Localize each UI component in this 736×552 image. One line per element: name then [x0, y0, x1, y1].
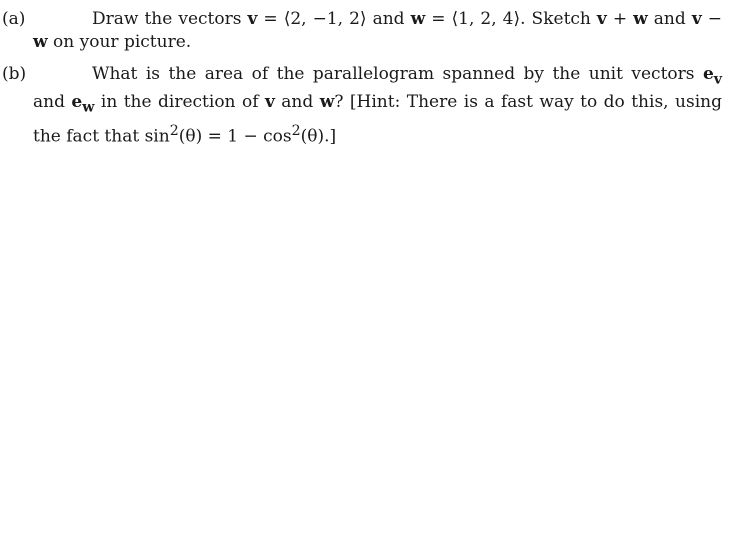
vector-w: w: [633, 9, 648, 29]
problem-b-text-7: (θ).]: [300, 126, 337, 147]
vector-v: v: [247, 9, 258, 29]
vector-v: v: [691, 9, 702, 29]
problem-a-text-4: and: [647, 9, 692, 29]
vector-v: v: [596, 9, 607, 29]
problem-b-text: [33, 63, 722, 148]
problem-a-text: [33, 8, 722, 54]
unit-vector-e: e: [702, 64, 714, 84]
problem-b-text-2: and: [33, 92, 72, 113]
problem-b-text-4: and: [274, 92, 320, 113]
part-label-b: (b): [2, 64, 27, 84]
subscript-w: w: [82, 99, 95, 116]
exponent: 2: [291, 122, 301, 139]
problem-b-text-3: in the direction of: [94, 92, 265, 113]
exponent: 2: [169, 122, 179, 139]
problem-b-text-5: ? [Hint: There is a fast way to do this, using the fact that sin: [33, 92, 722, 147]
part-label-a: (a): [2, 9, 26, 29]
problem-b: [0, 63, 722, 148]
problem-a-text-5: on your picture.: [47, 32, 192, 52]
subscript-v: v: [713, 71, 722, 88]
vector-v: v: [264, 92, 275, 113]
problem-a-text-2: = ⟨2, −1, 2⟩ and: [257, 9, 411, 29]
unit-vector-e: e: [71, 92, 83, 113]
vector-w: w: [319, 92, 335, 113]
problem-a: [0, 8, 722, 54]
problem-a-text-1: Draw the vectors: [92, 9, 248, 29]
vector-w: w: [410, 9, 426, 29]
minus-sign: −: [701, 9, 722, 29]
problem-b-text-6: (θ) = 1 − cos: [178, 126, 292, 147]
problem-a-text-3: = ⟨1, 2, 4⟩. Sketch: [425, 9, 597, 29]
vector-w: w: [33, 32, 48, 52]
plus-sign: +: [606, 9, 634, 29]
problem-b-text-1: What is the area of the parallelogram spanned by the unit vectors: [92, 64, 703, 84]
